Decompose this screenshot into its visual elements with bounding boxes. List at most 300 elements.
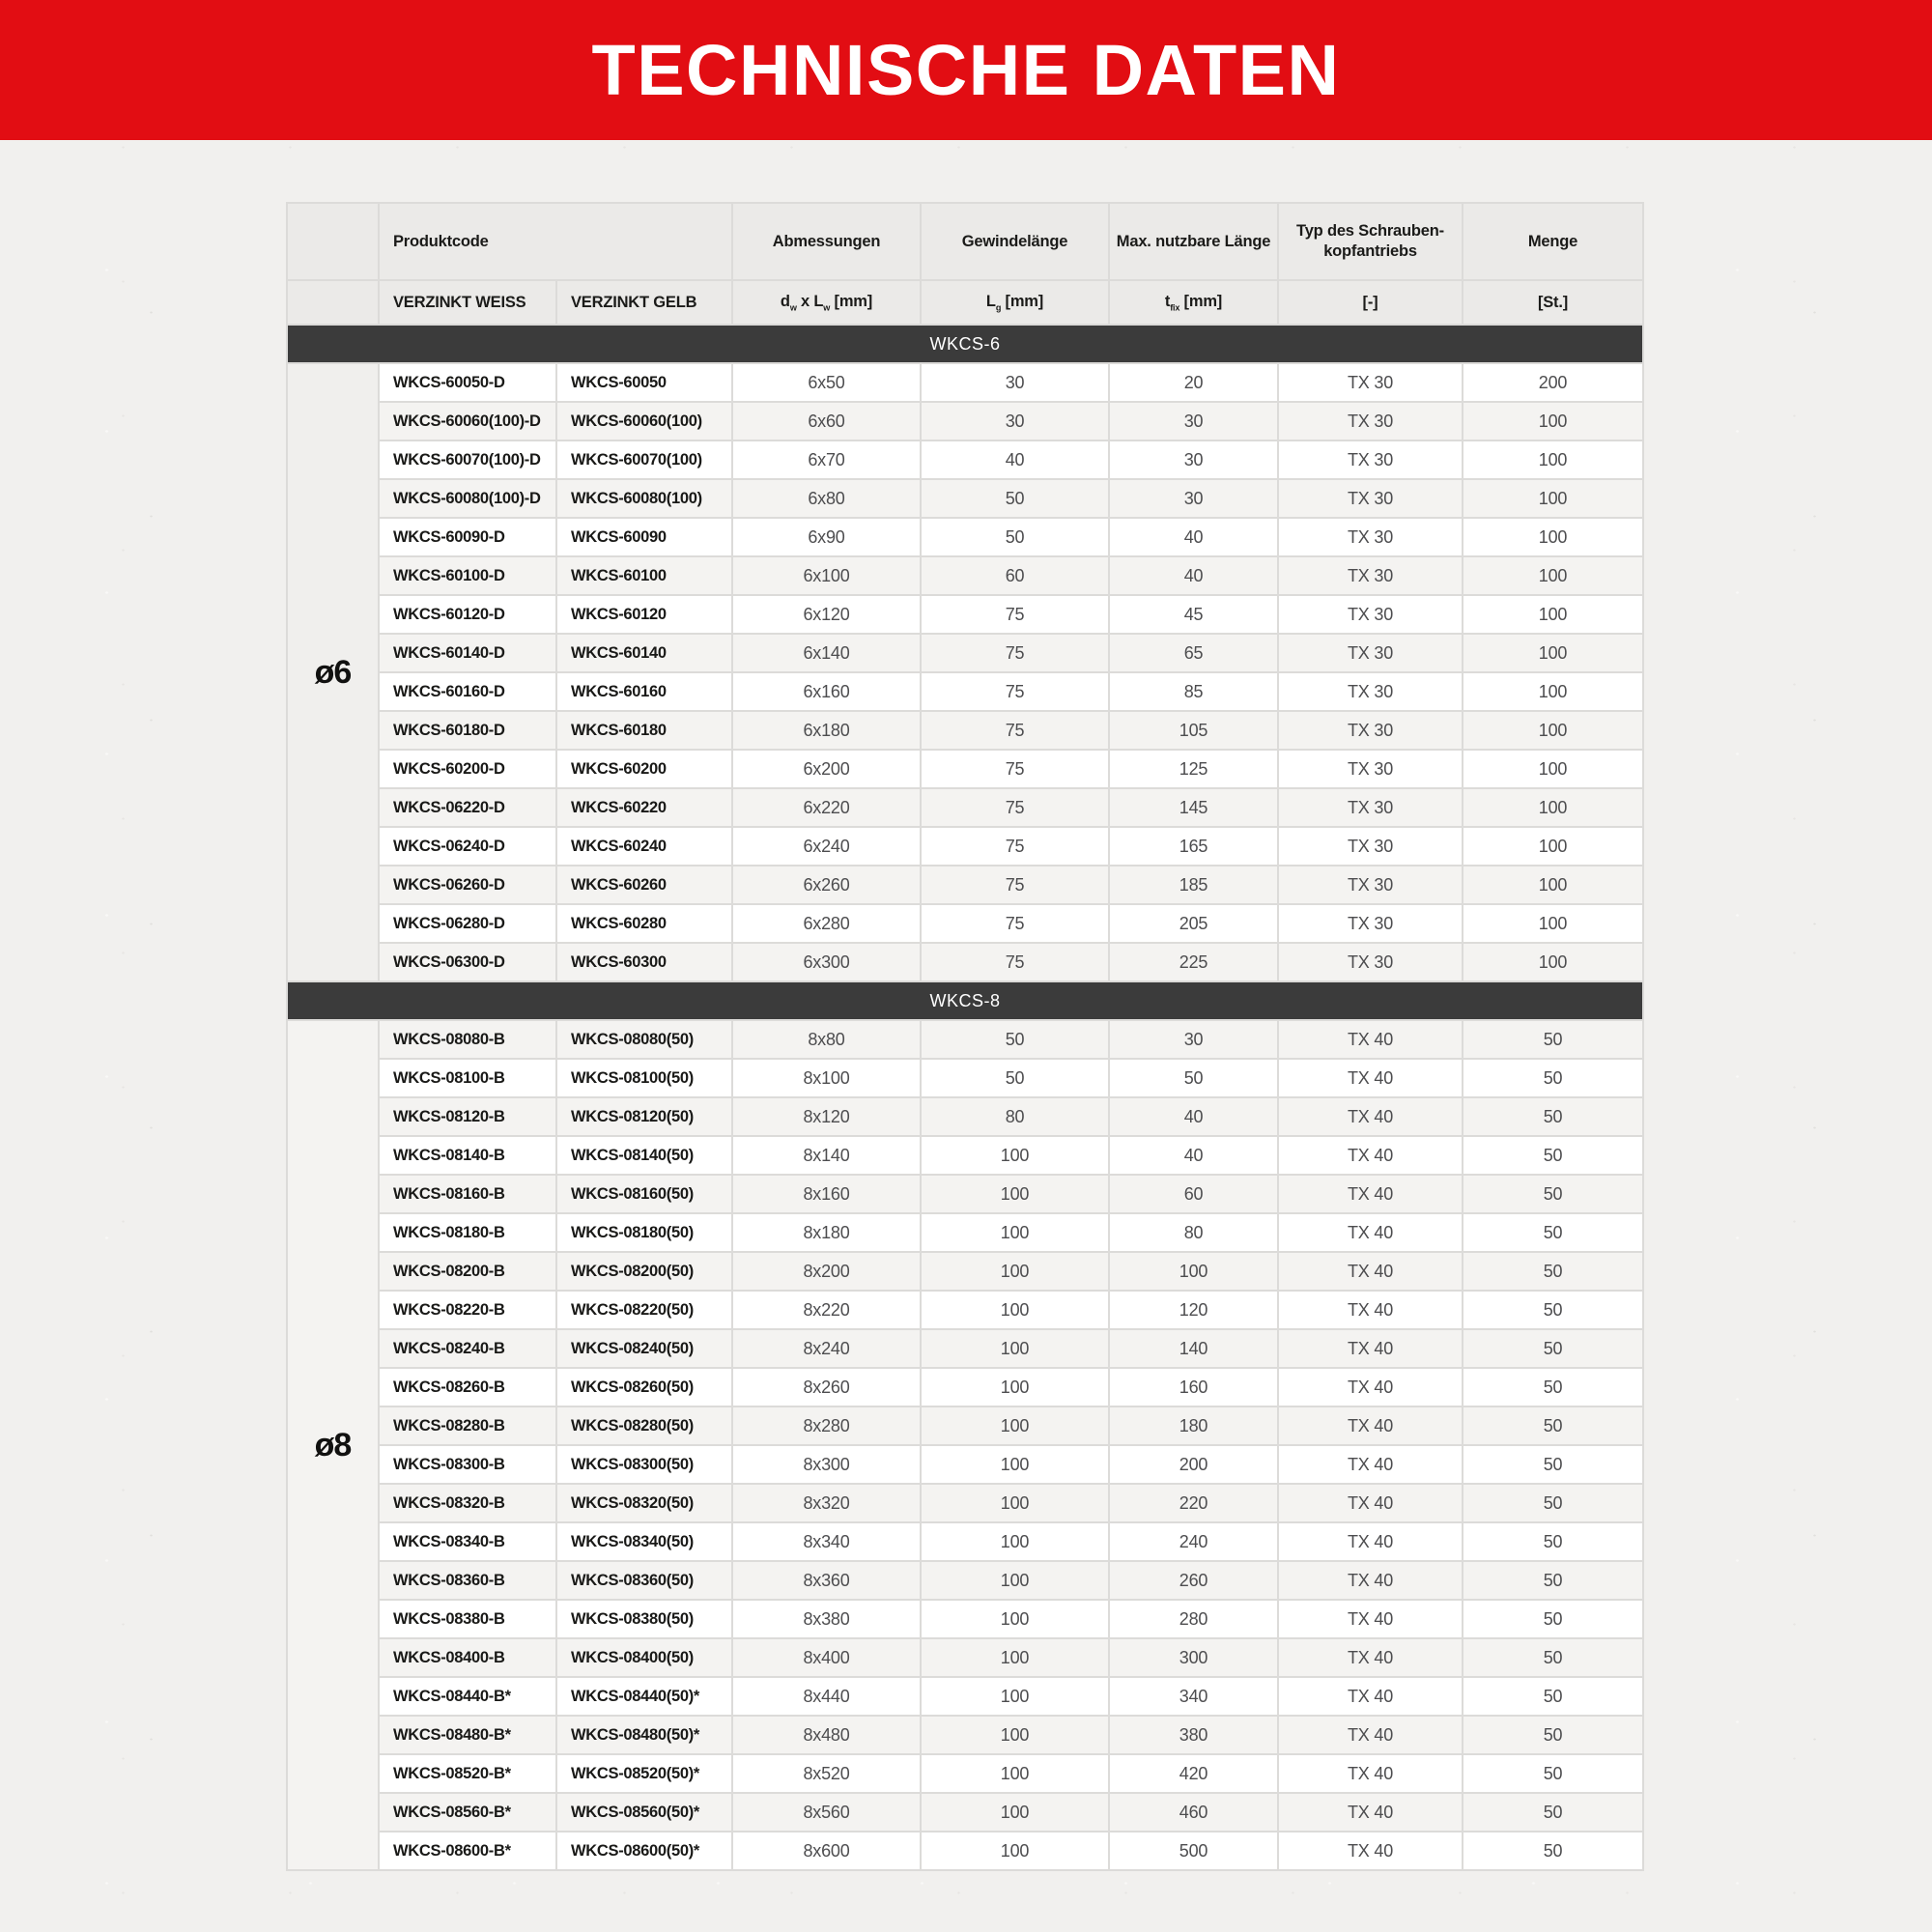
cell-kopfantrieb: TX 40	[1278, 1677, 1463, 1716]
table-row	[287, 1097, 1643, 1136]
cell-kopfantrieb: TX 30	[1278, 750, 1463, 788]
table-row	[287, 788, 1643, 827]
cell-abmessungen: 8x600	[732, 1832, 921, 1870]
cell-produktcode-gelb: WKCS-08560(50)*	[556, 1793, 732, 1832]
cell-menge: 100	[1463, 672, 1643, 711]
table-row	[287, 518, 1643, 556]
cell-max-nutzbare-laenge: 85	[1109, 672, 1278, 711]
table-row	[287, 1175, 1643, 1213]
cell-max-nutzbare-laenge: 420	[1109, 1754, 1278, 1793]
cell-kopfantrieb: TX 40	[1278, 1368, 1463, 1406]
cell-menge: 200	[1463, 363, 1643, 402]
cell-produktcode-gelb: WKCS-08340(50)	[556, 1522, 732, 1561]
section-band-row	[287, 981, 1643, 1020]
table-row	[287, 634, 1643, 672]
subheader-tfix-unit: $t_{fix}$ [mm]	[1109, 280, 1278, 325]
cell-max-nutzbare-laenge: 30	[1109, 1020, 1278, 1059]
cell-produktcode-gelb: WKCS-08600(50)*	[556, 1832, 732, 1870]
cell-produktcode-weiss: WKCS-60090-D	[379, 518, 556, 556]
cell-abmessungen: 6x70	[732, 440, 921, 479]
cell-abmessungen: 6x60	[732, 402, 921, 440]
cell-abmessungen: 8x400	[732, 1638, 921, 1677]
cell-max-nutzbare-laenge: 165	[1109, 827, 1278, 866]
cell-menge: 100	[1463, 866, 1643, 904]
cell-gewindelaenge: 50	[921, 518, 1109, 556]
cell-abmessungen: 6x80	[732, 479, 921, 518]
technical-data-table	[286, 202, 1644, 1871]
cell-abmessungen: 6x300	[732, 943, 921, 981]
table-row	[287, 827, 1643, 866]
table-row	[287, 1059, 1643, 1097]
cell-max-nutzbare-laenge: 460	[1109, 1793, 1278, 1832]
cell-max-nutzbare-laenge: 160	[1109, 1368, 1278, 1406]
table-row	[287, 1561, 1643, 1600]
cell-gewindelaenge: 100	[921, 1716, 1109, 1754]
cell-max-nutzbare-laenge: 500	[1109, 1832, 1278, 1870]
cell-produktcode-gelb: WKCS-08400(50)	[556, 1638, 732, 1677]
cell-produktcode-weiss: WKCS-60060(100)-D	[379, 402, 556, 440]
table-row	[287, 1754, 1643, 1793]
cell-produktcode-gelb: WKCS-08120(50)	[556, 1097, 732, 1136]
cell-kopfantrieb: TX 40	[1278, 1291, 1463, 1329]
section-band-label: WKCS-8	[287, 981, 1643, 1020]
cell-max-nutzbare-laenge: 340	[1109, 1677, 1278, 1716]
table-row	[287, 672, 1643, 711]
cell-menge: 100	[1463, 788, 1643, 827]
cell-produktcode-weiss: WKCS-06260-D	[379, 866, 556, 904]
cell-produktcode-gelb: WKCS-60120	[556, 595, 732, 634]
cell-max-nutzbare-laenge: 30	[1109, 440, 1278, 479]
cell-gewindelaenge: 75	[921, 943, 1109, 981]
cell-abmessungen: 6x100	[732, 556, 921, 595]
table-row	[287, 1213, 1643, 1252]
table-row	[287, 1677, 1643, 1716]
cell-produktcode-weiss: WKCS-60070(100)-D	[379, 440, 556, 479]
cell-produktcode-gelb: WKCS-08180(50)	[556, 1213, 732, 1252]
cell-abmessungen: 6x220	[732, 788, 921, 827]
cell-max-nutzbare-laenge: 145	[1109, 788, 1278, 827]
cell-menge: 50	[1463, 1291, 1643, 1329]
cell-produktcode-weiss: WKCS-08160-B	[379, 1175, 556, 1213]
subheader-menge-unit: [St.]	[1463, 280, 1643, 325]
cell-max-nutzbare-laenge: 30	[1109, 479, 1278, 518]
subheader-gewindelaenge-unit: $L_g$ [mm]	[921, 280, 1109, 325]
cell-gewindelaenge: 100	[921, 1291, 1109, 1329]
cell-menge: 100	[1463, 711, 1643, 750]
cell-produktcode-weiss: WKCS-06240-D	[379, 827, 556, 866]
cell-max-nutzbare-laenge: 140	[1109, 1329, 1278, 1368]
cell-produktcode-weiss: WKCS-60160-D	[379, 672, 556, 711]
cell-produktcode-gelb: WKCS-08300(50)	[556, 1445, 732, 1484]
cell-gewindelaenge: 75	[921, 595, 1109, 634]
table-row	[287, 1793, 1643, 1832]
cell-produktcode-gelb: WKCS-08260(50)	[556, 1368, 732, 1406]
cell-menge: 50	[1463, 1368, 1643, 1406]
cell-produktcode-weiss: WKCS-08260-B	[379, 1368, 556, 1406]
cell-produktcode-weiss: WKCS-06220-D	[379, 788, 556, 827]
header-gewindelaenge: Gewindelänge	[921, 203, 1109, 280]
cell-max-nutzbare-laenge: 50	[1109, 1059, 1278, 1097]
cell-max-nutzbare-laenge: 30	[1109, 402, 1278, 440]
cell-max-nutzbare-laenge: 380	[1109, 1716, 1278, 1754]
cell-produktcode-gelb: WKCS-08140(50)	[556, 1136, 732, 1175]
diameter-label: ø8	[287, 1020, 379, 1870]
cell-menge: 50	[1463, 1600, 1643, 1638]
cell-abmessungen: 6x90	[732, 518, 921, 556]
cell-abmessungen: 8x80	[732, 1020, 921, 1059]
cell-max-nutzbare-laenge: 20	[1109, 363, 1278, 402]
cell-produktcode-weiss: WKCS-60180-D	[379, 711, 556, 750]
table-row	[287, 556, 1643, 595]
cell-gewindelaenge: 75	[921, 827, 1109, 866]
cell-kopfantrieb: TX 40	[1278, 1754, 1463, 1793]
cell-produktcode-gelb: WKCS-60280	[556, 904, 732, 943]
table-row	[287, 1406, 1643, 1445]
cell-gewindelaenge: 80	[921, 1097, 1109, 1136]
cell-gewindelaenge: 100	[921, 1484, 1109, 1522]
cell-produktcode-gelb: WKCS-60140	[556, 634, 732, 672]
cell-abmessungen: 8x260	[732, 1368, 921, 1406]
cell-kopfantrieb: TX 40	[1278, 1252, 1463, 1291]
cell-max-nutzbare-laenge: 220	[1109, 1484, 1278, 1522]
cell-gewindelaenge: 75	[921, 672, 1109, 711]
table-row	[287, 1638, 1643, 1677]
cell-gewindelaenge: 75	[921, 634, 1109, 672]
cell-produktcode-gelb: WKCS-08480(50)*	[556, 1716, 732, 1754]
cell-produktcode-weiss: WKCS-60200-D	[379, 750, 556, 788]
cell-abmessungen: 8x380	[732, 1600, 921, 1638]
cell-kopfantrieb: TX 40	[1278, 1136, 1463, 1175]
cell-menge: 100	[1463, 827, 1643, 866]
cell-kopfantrieb: TX 40	[1278, 1832, 1463, 1870]
header-kopfantrieb: Typ des Schrauben-kopfantriebs	[1278, 203, 1463, 280]
header-row-1	[287, 203, 1643, 280]
cell-kopfantrieb: TX 30	[1278, 827, 1463, 866]
cell-produktcode-weiss: WKCS-08560-B*	[379, 1793, 556, 1832]
subheader-verzinkt-weiss: VERZINKT WEISS	[379, 280, 556, 325]
cell-produktcode-gelb: WKCS-60180	[556, 711, 732, 750]
cell-abmessungen: 6x50	[732, 363, 921, 402]
technical-data-table-wrap	[286, 202, 1642, 1871]
cell-kopfantrieb: TX 40	[1278, 1329, 1463, 1368]
cell-produktcode-weiss: WKCS-60100-D	[379, 556, 556, 595]
cell-gewindelaenge: 100	[921, 1329, 1109, 1368]
cell-produktcode-gelb: WKCS-60090	[556, 518, 732, 556]
cell-max-nutzbare-laenge: 205	[1109, 904, 1278, 943]
cell-produktcode-weiss: WKCS-08360-B	[379, 1561, 556, 1600]
header-menge: Menge	[1463, 203, 1643, 280]
cell-abmessungen: 8x320	[732, 1484, 921, 1522]
cell-menge: 50	[1463, 1484, 1643, 1522]
cell-abmessungen: 8x180	[732, 1213, 921, 1252]
cell-max-nutzbare-laenge: 260	[1109, 1561, 1278, 1600]
cell-gewindelaenge: 75	[921, 866, 1109, 904]
cell-max-nutzbare-laenge: 40	[1109, 1097, 1278, 1136]
cell-produktcode-weiss: WKCS-08440-B*	[379, 1677, 556, 1716]
cell-menge: 100	[1463, 402, 1643, 440]
cell-max-nutzbare-laenge: 280	[1109, 1600, 1278, 1638]
cell-gewindelaenge: 100	[921, 1754, 1109, 1793]
cell-produktcode-weiss: WKCS-08220-B	[379, 1291, 556, 1329]
table-row	[287, 1522, 1643, 1561]
cell-gewindelaenge: 100	[921, 1213, 1109, 1252]
cell-gewindelaenge: 100	[921, 1600, 1109, 1638]
cell-produktcode-weiss: WKCS-60140-D	[379, 634, 556, 672]
cell-max-nutzbare-laenge: 240	[1109, 1522, 1278, 1561]
cell-produktcode-gelb: WKCS-08360(50)	[556, 1561, 732, 1600]
cell-produktcode-gelb: WKCS-60080(100)	[556, 479, 732, 518]
cell-kopfantrieb: TX 30	[1278, 672, 1463, 711]
cell-produktcode-gelb: WKCS-60220	[556, 788, 732, 827]
cell-max-nutzbare-laenge: 185	[1109, 866, 1278, 904]
cell-menge: 50	[1463, 1175, 1643, 1213]
header-empty-cell	[287, 280, 379, 325]
header-produktcode: Produktcode	[379, 203, 732, 280]
table-row	[287, 943, 1643, 981]
cell-produktcode-weiss: WKCS-08400-B	[379, 1638, 556, 1677]
cell-gewindelaenge: 100	[921, 1638, 1109, 1677]
cell-gewindelaenge: 100	[921, 1522, 1109, 1561]
cell-menge: 100	[1463, 904, 1643, 943]
cell-kopfantrieb: TX 40	[1278, 1020, 1463, 1059]
cell-menge: 100	[1463, 634, 1643, 672]
cell-menge: 50	[1463, 1136, 1643, 1175]
cell-kopfantrieb: TX 30	[1278, 634, 1463, 672]
cell-produktcode-weiss: WKCS-08600-B*	[379, 1832, 556, 1870]
cell-kopfantrieb: TX 30	[1278, 556, 1463, 595]
cell-produktcode-weiss: WKCS-08140-B	[379, 1136, 556, 1175]
cell-abmessungen: 8x240	[732, 1329, 921, 1368]
table-row	[287, 1832, 1643, 1870]
table-row	[287, 402, 1643, 440]
table-row	[287, 1368, 1643, 1406]
table-row	[287, 866, 1643, 904]
table-row	[287, 1445, 1643, 1484]
cell-gewindelaenge: 50	[921, 479, 1109, 518]
cell-max-nutzbare-laenge: 60	[1109, 1175, 1278, 1213]
cell-menge: 100	[1463, 440, 1643, 479]
cell-abmessungen: 6x180	[732, 711, 921, 750]
cell-kopfantrieb: TX 40	[1278, 1522, 1463, 1561]
cell-kopfantrieb: TX 30	[1278, 866, 1463, 904]
cell-gewindelaenge: 30	[921, 402, 1109, 440]
cell-max-nutzbare-laenge: 180	[1109, 1406, 1278, 1445]
cell-kopfantrieb: TX 30	[1278, 440, 1463, 479]
cell-max-nutzbare-laenge: 80	[1109, 1213, 1278, 1252]
cell-menge: 100	[1463, 943, 1643, 981]
cell-kopfantrieb: TX 30	[1278, 788, 1463, 827]
cell-produktcode-weiss: WKCS-08120-B	[379, 1097, 556, 1136]
table-row	[287, 1291, 1643, 1329]
cell-produktcode-weiss: WKCS-06300-D	[379, 943, 556, 981]
cell-produktcode-gelb: WKCS-08240(50)	[556, 1329, 732, 1368]
cell-kopfantrieb: TX 30	[1278, 402, 1463, 440]
cell-abmessungen: 8x560	[732, 1793, 921, 1832]
cell-produktcode-gelb: WKCS-08220(50)	[556, 1291, 732, 1329]
table-row	[287, 904, 1643, 943]
cell-kopfantrieb: TX 40	[1278, 1445, 1463, 1484]
cell-kopfantrieb: TX 40	[1278, 1793, 1463, 1832]
cell-gewindelaenge: 50	[921, 1020, 1109, 1059]
cell-produktcode-gelb: WKCS-60070(100)	[556, 440, 732, 479]
cell-max-nutzbare-laenge: 105	[1109, 711, 1278, 750]
cell-menge: 50	[1463, 1406, 1643, 1445]
header-empty-cell	[287, 203, 379, 280]
cell-gewindelaenge: 100	[921, 1136, 1109, 1175]
title-banner	[0, 0, 1932, 140]
cell-produktcode-weiss: WKCS-08380-B	[379, 1600, 556, 1638]
cell-menge: 50	[1463, 1059, 1643, 1097]
cell-produktcode-gelb: WKCS-08520(50)*	[556, 1754, 732, 1793]
cell-max-nutzbare-laenge: 40	[1109, 556, 1278, 595]
page-title: TECHNISCHE DATEN	[591, 30, 1341, 110]
cell-abmessungen: 8x140	[732, 1136, 921, 1175]
table-row	[287, 363, 1643, 402]
cell-max-nutzbare-laenge: 120	[1109, 1291, 1278, 1329]
table-row	[287, 479, 1643, 518]
cell-produktcode-gelb: WKCS-60160	[556, 672, 732, 711]
cell-produktcode-gelb: WKCS-60240	[556, 827, 732, 866]
cell-produktcode-weiss: WKCS-08200-B	[379, 1252, 556, 1291]
section-band-row	[287, 325, 1643, 363]
cell-gewindelaenge: 100	[921, 1368, 1109, 1406]
cell-kopfantrieb: TX 40	[1278, 1175, 1463, 1213]
cell-kopfantrieb: TX 40	[1278, 1213, 1463, 1252]
cell-gewindelaenge: 100	[921, 1677, 1109, 1716]
cell-produktcode-gelb: WKCS-08080(50)	[556, 1020, 732, 1059]
cell-kopfantrieb: TX 30	[1278, 711, 1463, 750]
cell-produktcode-gelb: WKCS-08440(50)*	[556, 1677, 732, 1716]
cell-produktcode-gelb: WKCS-60060(100)	[556, 402, 732, 440]
cell-gewindelaenge: 75	[921, 788, 1109, 827]
cell-produktcode-gelb: WKCS-60300	[556, 943, 732, 981]
table-row	[287, 1020, 1643, 1059]
cell-max-nutzbare-laenge: 300	[1109, 1638, 1278, 1677]
cell-kopfantrieb: TX 40	[1278, 1097, 1463, 1136]
cell-menge: 50	[1463, 1677, 1643, 1716]
table-row	[287, 750, 1643, 788]
cell-gewindelaenge: 100	[921, 1832, 1109, 1870]
header-abmessungen: Abmessungen	[732, 203, 921, 280]
cell-produktcode-weiss: WKCS-60050-D	[379, 363, 556, 402]
cell-produktcode-weiss: WKCS-08520-B*	[379, 1754, 556, 1793]
cell-produktcode-weiss: WKCS-08180-B	[379, 1213, 556, 1252]
cell-gewindelaenge: 50	[921, 1059, 1109, 1097]
cell-gewindelaenge: 100	[921, 1561, 1109, 1600]
cell-kopfantrieb: TX 30	[1278, 363, 1463, 402]
cell-menge: 50	[1463, 1561, 1643, 1600]
cell-gewindelaenge: 100	[921, 1445, 1109, 1484]
cell-abmessungen: 6x280	[732, 904, 921, 943]
cell-menge: 100	[1463, 595, 1643, 634]
table-row	[287, 440, 1643, 479]
cell-menge: 50	[1463, 1793, 1643, 1832]
cell-kopfantrieb: TX 30	[1278, 479, 1463, 518]
cell-produktcode-weiss: WKCS-08480-B*	[379, 1716, 556, 1754]
cell-kopfantrieb: TX 30	[1278, 904, 1463, 943]
cell-gewindelaenge: 60	[921, 556, 1109, 595]
cell-produktcode-weiss: WKCS-08100-B	[379, 1059, 556, 1097]
cell-menge: 50	[1463, 1097, 1643, 1136]
cell-max-nutzbare-laenge: 65	[1109, 634, 1278, 672]
cell-abmessungen: 6x160	[732, 672, 921, 711]
cell-abmessungen: 8x280	[732, 1406, 921, 1445]
cell-menge: 100	[1463, 556, 1643, 595]
cell-produktcode-gelb: WKCS-08320(50)	[556, 1484, 732, 1522]
table-row	[287, 1136, 1643, 1175]
subheader-verzinkt-gelb: VERZINKT GELB	[556, 280, 732, 325]
cell-abmessungen: 8x100	[732, 1059, 921, 1097]
cell-gewindelaenge: 75	[921, 750, 1109, 788]
subheader-abmessungen-unit: $d_w$ x $L_w$ [mm]	[732, 280, 921, 325]
cell-menge: 50	[1463, 1638, 1643, 1677]
cell-kopfantrieb: TX 30	[1278, 595, 1463, 634]
cell-abmessungen: 8x520	[732, 1754, 921, 1793]
cell-menge: 50	[1463, 1329, 1643, 1368]
cell-menge: 50	[1463, 1445, 1643, 1484]
table-body	[287, 325, 1643, 1870]
cell-menge: 100	[1463, 750, 1643, 788]
cell-produktcode-weiss: WKCS-06280-D	[379, 904, 556, 943]
cell-menge: 100	[1463, 518, 1643, 556]
cell-abmessungen: 8x220	[732, 1291, 921, 1329]
cell-abmessungen: 6x260	[732, 866, 921, 904]
cell-abmessungen: 8x480	[732, 1716, 921, 1754]
subheader-kopfantrieb-unit: [-]	[1278, 280, 1463, 325]
cell-kopfantrieb: TX 40	[1278, 1059, 1463, 1097]
cell-gewindelaenge: 100	[921, 1406, 1109, 1445]
cell-menge: 50	[1463, 1522, 1643, 1561]
cell-menge: 50	[1463, 1020, 1643, 1059]
cell-kopfantrieb: TX 40	[1278, 1638, 1463, 1677]
table-row	[287, 1600, 1643, 1638]
table-row	[287, 595, 1643, 634]
cell-produktcode-gelb: WKCS-08200(50)	[556, 1252, 732, 1291]
cell-kopfantrieb: TX 40	[1278, 1484, 1463, 1522]
header-row-2	[287, 280, 1643, 325]
cell-abmessungen: 8x160	[732, 1175, 921, 1213]
table-header	[287, 203, 1643, 325]
cell-produktcode-gelb: WKCS-08280(50)	[556, 1406, 732, 1445]
cell-max-nutzbare-laenge: 225	[1109, 943, 1278, 981]
table-row	[287, 1484, 1643, 1522]
cell-produktcode-gelb: WKCS-08100(50)	[556, 1059, 732, 1097]
cell-produktcode-weiss: WKCS-08240-B	[379, 1329, 556, 1368]
cell-abmessungen: 6x120	[732, 595, 921, 634]
cell-menge: 50	[1463, 1252, 1643, 1291]
cell-gewindelaenge: 40	[921, 440, 1109, 479]
cell-produktcode-gelb: WKCS-60260	[556, 866, 732, 904]
cell-produktcode-weiss: WKCS-08280-B	[379, 1406, 556, 1445]
cell-kopfantrieb: TX 40	[1278, 1561, 1463, 1600]
cell-max-nutzbare-laenge: 125	[1109, 750, 1278, 788]
cell-gewindelaenge: 75	[921, 711, 1109, 750]
table-row	[287, 1329, 1643, 1368]
cell-produktcode-gelb: WKCS-60100	[556, 556, 732, 595]
cell-produktcode-weiss: WKCS-08080-B	[379, 1020, 556, 1059]
cell-menge: 50	[1463, 1716, 1643, 1754]
cell-abmessungen: 8x440	[732, 1677, 921, 1716]
cell-produktcode-weiss: WKCS-08340-B	[379, 1522, 556, 1561]
cell-produktcode-weiss: WKCS-60080(100)-D	[379, 479, 556, 518]
cell-abmessungen: 6x200	[732, 750, 921, 788]
cell-kopfantrieb: TX 40	[1278, 1716, 1463, 1754]
cell-max-nutzbare-laenge: 200	[1109, 1445, 1278, 1484]
cell-gewindelaenge: 100	[921, 1175, 1109, 1213]
diameter-label: ø6	[287, 363, 379, 981]
cell-abmessungen: 6x140	[732, 634, 921, 672]
cell-menge: 100	[1463, 479, 1643, 518]
